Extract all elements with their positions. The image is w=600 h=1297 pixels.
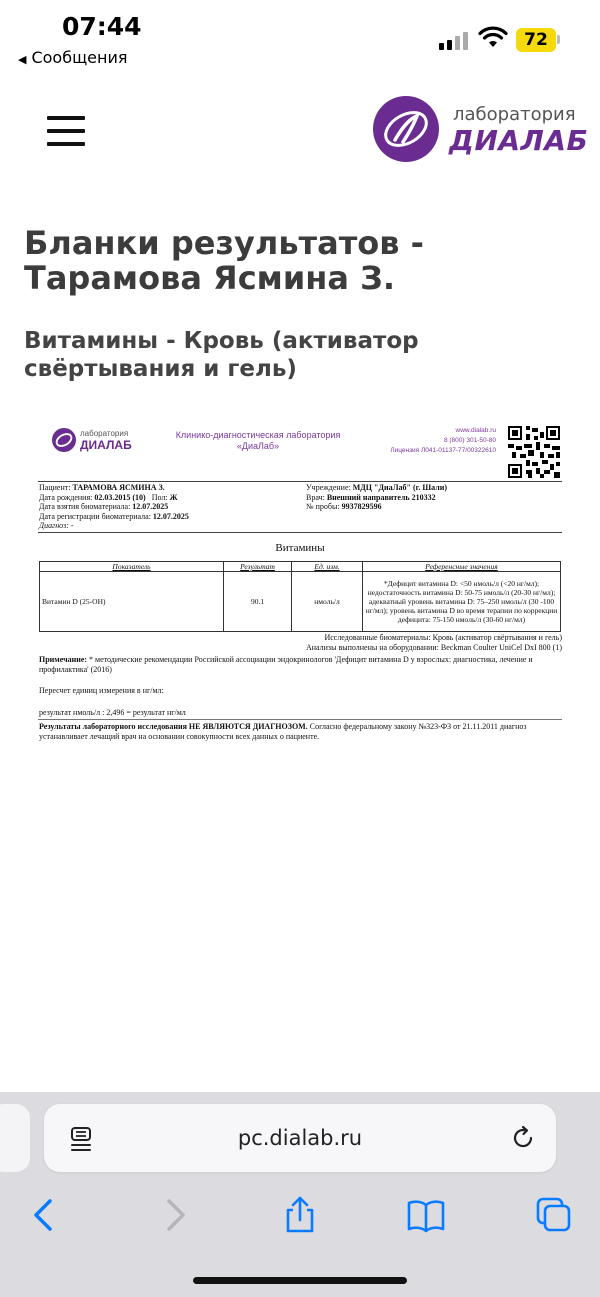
hamburger-menu-icon[interactable] — [47, 116, 85, 146]
chevron-left-icon[interactable] — [24, 1195, 64, 1235]
equipment-line: Анализы выполнены на оборудовании: Beckman Coulter UniCel DxI 800 (1) — [305, 643, 562, 652]
results-header-row — [40, 562, 561, 572]
result-unit: нмоль/л — [292, 572, 363, 632]
indicator-name: Витамин D (25-OH) — [40, 572, 224, 632]
sample-date-label: Дата взятия биоматериала: — [39, 502, 131, 511]
col-header-unit: Ед. изм. — [292, 562, 363, 572]
disclaimer-text: Согласно федеральному закону №323-ФЗ от 21.11.2011 диагноз устанавливает лечащий врач на основании совокупности всех данных о пациенте. — [39, 722, 527, 741]
url-text[interactable]: pc.dialab.ru — [237, 1126, 363, 1150]
wifi-icon — [478, 25, 508, 49]
book-icon[interactable] — [406, 1195, 446, 1235]
birth-date: 02.03.2015 (10) — [94, 492, 146, 502]
reload-icon[interactable] — [510, 1125, 536, 1151]
document-logo-mark-icon — [52, 428, 76, 452]
result-document — [38, 420, 564, 750]
conversion-title: Пересчет единиц измерения в нг/мл: — [39, 686, 164, 695]
institution-value: МДЦ "ДиаЛаб" (г. Шали) — [352, 483, 447, 492]
patient-info-right — [306, 483, 562, 512]
disclaimer-bold: Результаты лабораторного исследования НЕ ЯВЛЯЮТСЯ ДИАГНОЗОМ. — [39, 722, 308, 731]
cellular-signal-icon — [439, 30, 469, 50]
diagnosis-label: Диагноз: — [39, 521, 69, 530]
document-heading: Витамины — [275, 542, 325, 554]
document-logo — [52, 426, 142, 456]
status-bar — [0, 0, 600, 78]
address-bar[interactable] — [44, 1104, 556, 1172]
document-logo-big: ДИАЛАБ — [80, 438, 132, 452]
previous-tab-preview[interactable] — [0, 1104, 30, 1172]
status-time: 07:44 — [62, 12, 142, 41]
note-text: * методические рекомендации Российской ассоциации эндокринологов 'Дефицит витамина D у взрослых: диагностика, лечение и профилактика' (2016) — [39, 655, 533, 674]
info-divider — [38, 532, 562, 533]
doctor-value: Внешний направитель 210332 — [326, 492, 436, 502]
results-table — [39, 561, 561, 632]
lab-name — [168, 430, 348, 452]
reg-date: 12.07.2025 — [152, 511, 189, 521]
header-divider — [38, 481, 562, 482]
patient-name: ТАРАМОВА ЯСМИНА З. — [72, 483, 165, 492]
footer-divider — [38, 719, 562, 720]
lab-contacts — [354, 426, 496, 456]
back-to-app-link[interactable] — [18, 48, 127, 67]
col-header-result: Результат — [224, 562, 292, 572]
battery-indicator: 72 — [516, 28, 556, 52]
diagnosis-value: - — [70, 521, 74, 530]
home-indicator — [193, 1277, 407, 1284]
page-title: Бланки результатов - Тарамова Ясмина З. — [24, 224, 424, 297]
result-value: 90.1 — [224, 572, 292, 632]
logo-small-text: лаборатория — [453, 104, 576, 125]
conversion-formula: результат нмоль/л : 2,496 = результат нг/мл — [39, 708, 186, 717]
note-label: Примечание: — [39, 655, 88, 664]
note — [39, 655, 561, 675]
sex-label: Пол: — [151, 492, 168, 502]
logo-mark-icon — [373, 96, 439, 162]
lab-phone: 8 (800) 301-50-80 — [443, 437, 496, 444]
reference-values: *Дефицит витамина D: <50 нмоль/л (<20 нг/мл); недостаточность витамина D: 50-75 нмоль/л (20-30 нг/мл); адекватный уровень витамина D: 75–250 нмоль/л (30 -100 нг/мл); уровень витамина D во время терапии по коррекции дефицита: 75-150 нмоль/л (30-60 нг/мл) — [363, 572, 561, 632]
logo-big-text: ДИАЛАБ — [449, 124, 589, 157]
col-header-indicator: Показатель — [40, 562, 224, 572]
lab-name-line1: Клинико-диагностическая лаборатория — [175, 430, 341, 440]
sample-date: 12.07.2025 — [132, 502, 169, 511]
sex-value: Ж — [169, 492, 178, 502]
sample-no-label: № пробы: — [306, 502, 340, 511]
chevron-right-icon[interactable] — [155, 1195, 195, 1235]
patient-info-left — [39, 483, 299, 531]
battery-tip — [557, 35, 560, 44]
back-app-label: Сообщения — [31, 48, 128, 67]
tabs-icon[interactable] — [534, 1195, 574, 1235]
dialab-logo[interactable] — [373, 96, 589, 164]
qr-code-icon — [508, 426, 560, 478]
table-row — [40, 572, 561, 632]
lab-website: www.dialab.ru — [455, 427, 496, 434]
lab-name-line2: «ДиаЛаб» — [236, 441, 280, 451]
doctor-label: Врач: — [306, 492, 325, 502]
birth-label: Дата рождения: — [39, 492, 93, 502]
sample-no-value: 9937829596 — [341, 502, 382, 511]
col-header-reference: Референсные значения — [363, 562, 561, 572]
disclaimer — [39, 722, 561, 742]
section-title: Витамины - Кровь (активатор свёртывания и гель) — [24, 328, 419, 382]
institution-label: Учреждение: — [306, 483, 351, 492]
back-triangle-icon: ◀ — [18, 53, 27, 66]
patient-label: Пациент: — [39, 483, 71, 492]
biomaterial-line: Исследованные биоматериалы: Кровь (активатор свёртывания и гель) — [324, 633, 562, 642]
lab-license: Лицензия Л041-01137-77/00322610 — [390, 447, 496, 454]
document-logo-small: лаборатория — [80, 429, 129, 438]
reg-date-label: Дата регистрации биоматериала: — [39, 511, 151, 521]
browser-toolbar — [0, 1092, 600, 1297]
share-icon[interactable] — [280, 1195, 320, 1235]
